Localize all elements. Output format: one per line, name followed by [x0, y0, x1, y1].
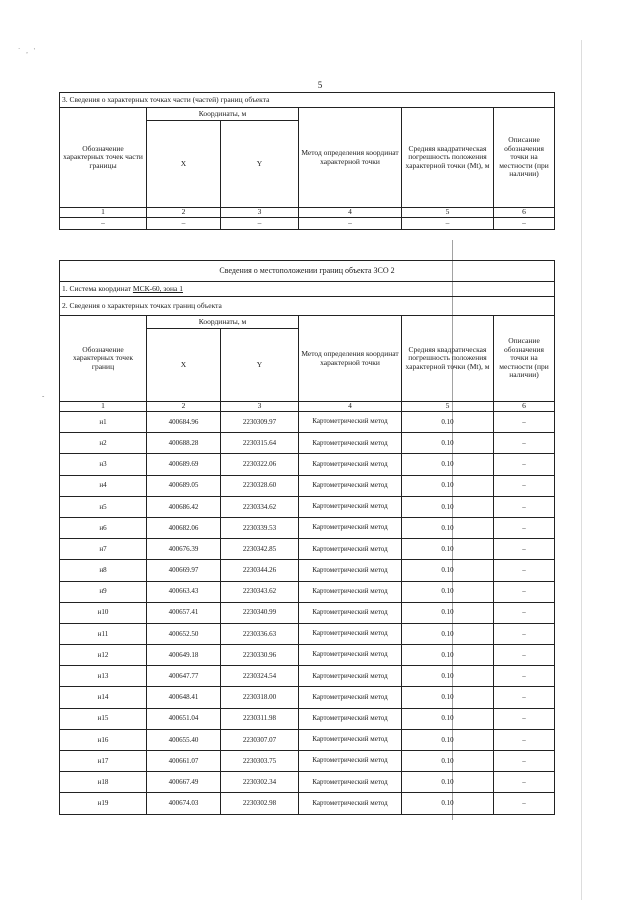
point-id: н1: [60, 412, 147, 433]
point-error: 0.10: [402, 496, 494, 517]
point-y: 2230302.34: [221, 772, 299, 793]
point-row: [60, 475, 555, 496]
point-desc: –: [494, 793, 555, 814]
sco-col-coords: Координаты, м: [147, 316, 299, 329]
col-number: 3: [221, 402, 299, 412]
point-row: [60, 729, 555, 750]
point-error: 0.10: [402, 560, 494, 581]
point-x: 400652.50: [147, 623, 221, 644]
section3-col-error: Средняя квадратическая погрешность положения характерной точки (Mt), м: [402, 108, 494, 208]
point-x: 400682.06: [147, 517, 221, 538]
point-id: н7: [60, 539, 147, 560]
point-x: 400689.05: [147, 475, 221, 496]
section3-table: [59, 92, 555, 230]
point-x: 400648.41: [147, 687, 221, 708]
point-method: Картометрический метод: [299, 454, 402, 475]
point-row: [60, 751, 555, 772]
point-error: 0.10: [402, 772, 494, 793]
scan-speck: ` , ': [18, 47, 37, 55]
point-id: н3: [60, 454, 147, 475]
point-error: 0.10: [402, 433, 494, 454]
point-error: 0.10: [402, 729, 494, 750]
col-number: 2: [147, 208, 221, 218]
point-error: 0.10: [402, 793, 494, 814]
point-x: 400688.28: [147, 433, 221, 454]
sco-col-error: Средняя квадратическая погрешность положения характерной точки (Mt), м: [402, 316, 494, 402]
point-y: 2230318.00: [221, 687, 299, 708]
point-row: [60, 602, 555, 623]
point-y: 2230303.75: [221, 751, 299, 772]
point-row: [60, 666, 555, 687]
point-error: 0.10: [402, 751, 494, 772]
point-desc: –: [494, 708, 555, 729]
col-number: 4: [299, 208, 402, 218]
point-id: н6: [60, 517, 147, 538]
point-method: Картометрический метод: [299, 560, 402, 581]
point-id: н14: [60, 687, 147, 708]
point-y: 2230344.26: [221, 560, 299, 581]
point-y: 2230339.53: [221, 517, 299, 538]
point-method: Картометрический метод: [299, 539, 402, 560]
section3-number-row: [60, 208, 555, 218]
point-row: [60, 412, 555, 433]
col-number: 2: [147, 402, 221, 412]
point-id: н10: [60, 602, 147, 623]
section3-col-designation: Обозначение характерных точек части границы: [60, 108, 147, 208]
point-row: [60, 793, 555, 814]
sco-section-title: 2. Сведения о характерных точках границ объекта: [60, 297, 555, 316]
point-desc: –: [494, 581, 555, 602]
point-error: 0.10: [402, 412, 494, 433]
point-desc: –: [494, 539, 555, 560]
sco-col-y: Y: [221, 329, 299, 402]
point-method: Картометрический метод: [299, 433, 402, 454]
section3-col-y: Y: [221, 121, 299, 208]
point-method: Картометрический метод: [299, 772, 402, 793]
point-row: [60, 433, 555, 454]
point-error: 0.10: [402, 602, 494, 623]
section3-col-method: Метод определения координат характерной точки: [299, 108, 402, 208]
point-error: 0.10: [402, 539, 494, 560]
col-number: 5: [402, 402, 494, 412]
point-desc: –: [494, 517, 555, 538]
point-method: Картометрический метод: [299, 475, 402, 496]
point-desc: –: [494, 751, 555, 772]
point-row: [60, 517, 555, 538]
coordinate-system-label: 1. Система координат: [62, 283, 133, 293]
point-id: н19: [60, 793, 147, 814]
point-desc: –: [494, 729, 555, 750]
point-method: Картометрический метод: [299, 623, 402, 644]
sco-col-x: X: [147, 329, 221, 402]
point-method: Картометрический метод: [299, 602, 402, 623]
point-method: Картометрический метод: [299, 729, 402, 750]
point-method: Картометрический метод: [299, 412, 402, 433]
col-number: 4: [299, 402, 402, 412]
point-error: 0.10: [402, 517, 494, 538]
point-id: н16: [60, 729, 147, 750]
point-x: 400655.40: [147, 729, 221, 750]
point-row: [60, 708, 555, 729]
point-error: 0.10: [402, 666, 494, 687]
point-x: 400647.77: [147, 666, 221, 687]
point-error: 0.10: [402, 581, 494, 602]
point-x: 400667.49: [147, 772, 221, 793]
point-y: 2230309.97: [221, 412, 299, 433]
point-desc: –: [494, 454, 555, 475]
sco-number-row: [60, 402, 555, 412]
point-y: 2230336.63: [221, 623, 299, 644]
section3-title: 3. Сведения о характерных точках части (частей) границ объекта: [60, 93, 555, 108]
point-y: 2230334.62: [221, 496, 299, 517]
point-x: 400657.41: [147, 602, 221, 623]
point-error: 0.10: [402, 645, 494, 666]
col-number: 6: [494, 402, 555, 412]
scan-edge-line: [581, 40, 582, 900]
point-error: 0.10: [402, 454, 494, 475]
point-id: н2: [60, 433, 147, 454]
point-y: 2230307.07: [221, 729, 299, 750]
point-desc: –: [494, 666, 555, 687]
point-x: 400669.97: [147, 560, 221, 581]
point-id: н11: [60, 623, 147, 644]
sco-col-desc: Описание обозначения точки на местности (при наличии): [494, 316, 555, 402]
section3-col-x: X: [147, 121, 221, 208]
dash-cell: –: [221, 218, 299, 230]
point-method: Картометрический метод: [299, 708, 402, 729]
dash-cell: –: [147, 218, 221, 230]
point-x: 400676.39: [147, 539, 221, 560]
point-id: н17: [60, 751, 147, 772]
point-row: [60, 454, 555, 475]
dash-cell: –: [60, 218, 147, 230]
point-y: 2230342.85: [221, 539, 299, 560]
point-id: н9: [60, 581, 147, 602]
point-x: 400674.03: [147, 793, 221, 814]
point-y: 2230328.60: [221, 475, 299, 496]
scan-margin-mark: -: [42, 392, 45, 400]
dash-cell: –: [494, 218, 555, 230]
point-y: 2230311.98: [221, 708, 299, 729]
point-desc: –: [494, 412, 555, 433]
point-x: 400663.43: [147, 581, 221, 602]
sco-col-designation: Обозначение характерных точек границ: [60, 316, 147, 402]
point-method: Картометрический метод: [299, 581, 402, 602]
sco-title: Сведения о местоположении границ объекта ЗСО 2: [60, 261, 555, 282]
dash-cell: –: [299, 218, 402, 230]
col-number: 5: [402, 208, 494, 218]
point-desc: –: [494, 772, 555, 793]
point-row: [60, 687, 555, 708]
point-desc: –: [494, 602, 555, 623]
section3-col-coords: Координаты, м: [147, 108, 299, 121]
section3-col-desc: Описание обозначения точки на местности (при наличии): [494, 108, 555, 208]
point-row: [60, 623, 555, 644]
point-x: 400684.96: [147, 412, 221, 433]
point-id: н15: [60, 708, 147, 729]
point-method: Картометрический метод: [299, 496, 402, 517]
point-row: [60, 772, 555, 793]
point-desc: –: [494, 623, 555, 644]
point-y: 2230322.06: [221, 454, 299, 475]
point-method: Картометрический метод: [299, 751, 402, 772]
col-number: 3: [221, 208, 299, 218]
point-id: н12: [60, 645, 147, 666]
col-number: 1: [60, 402, 147, 412]
point-x: 400649.18: [147, 645, 221, 666]
point-x: 400689.69: [147, 454, 221, 475]
point-y: 2230302.98: [221, 793, 299, 814]
point-row: [60, 539, 555, 560]
points-body: [60, 412, 555, 815]
point-desc: –: [494, 645, 555, 666]
section3-empty-row: [60, 218, 555, 230]
point-method: Картометрический метод: [299, 517, 402, 538]
point-x: 400686.42: [147, 496, 221, 517]
page-number: 5: [317, 80, 323, 90]
point-desc: –: [494, 687, 555, 708]
point-error: 0.10: [402, 475, 494, 496]
point-y: 2230315.64: [221, 433, 299, 454]
point-id: н18: [60, 772, 147, 793]
col-number: 6: [494, 208, 555, 218]
col-number: 1: [60, 208, 147, 218]
sco-col-method: Метод определения координат характерной точки: [299, 316, 402, 402]
point-row: [60, 496, 555, 517]
point-y: 2230330.96: [221, 645, 299, 666]
point-id: н8: [60, 560, 147, 581]
point-error: 0.10: [402, 687, 494, 708]
dash-cell: –: [402, 218, 494, 230]
point-desc: –: [494, 433, 555, 454]
point-row: [60, 645, 555, 666]
point-desc: –: [494, 560, 555, 581]
point-y: 2230324.54: [221, 666, 299, 687]
point-x: 400651.04: [147, 708, 221, 729]
point-row: [60, 560, 555, 581]
sco-table: [59, 260, 555, 815]
coordinate-system-value: МСК-60, зона 1: [132, 283, 183, 293]
point-desc: –: [494, 475, 555, 496]
coordinate-system: [60, 282, 555, 297]
point-desc: –: [494, 496, 555, 517]
point-method: Картометрический метод: [299, 645, 402, 666]
point-y: 2230343.62: [221, 581, 299, 602]
point-method: Картометрический метод: [299, 687, 402, 708]
point-method: Картометрический метод: [299, 793, 402, 814]
point-method: Картометрический метод: [299, 666, 402, 687]
point-id: н4: [60, 475, 147, 496]
point-id: н13: [60, 666, 147, 687]
point-id: н5: [60, 496, 147, 517]
point-row: [60, 581, 555, 602]
point-error: 0.10: [402, 708, 494, 729]
point-error: 0.10: [402, 623, 494, 644]
point-y: 2230340.99: [221, 602, 299, 623]
point-x: 400661.07: [147, 751, 221, 772]
